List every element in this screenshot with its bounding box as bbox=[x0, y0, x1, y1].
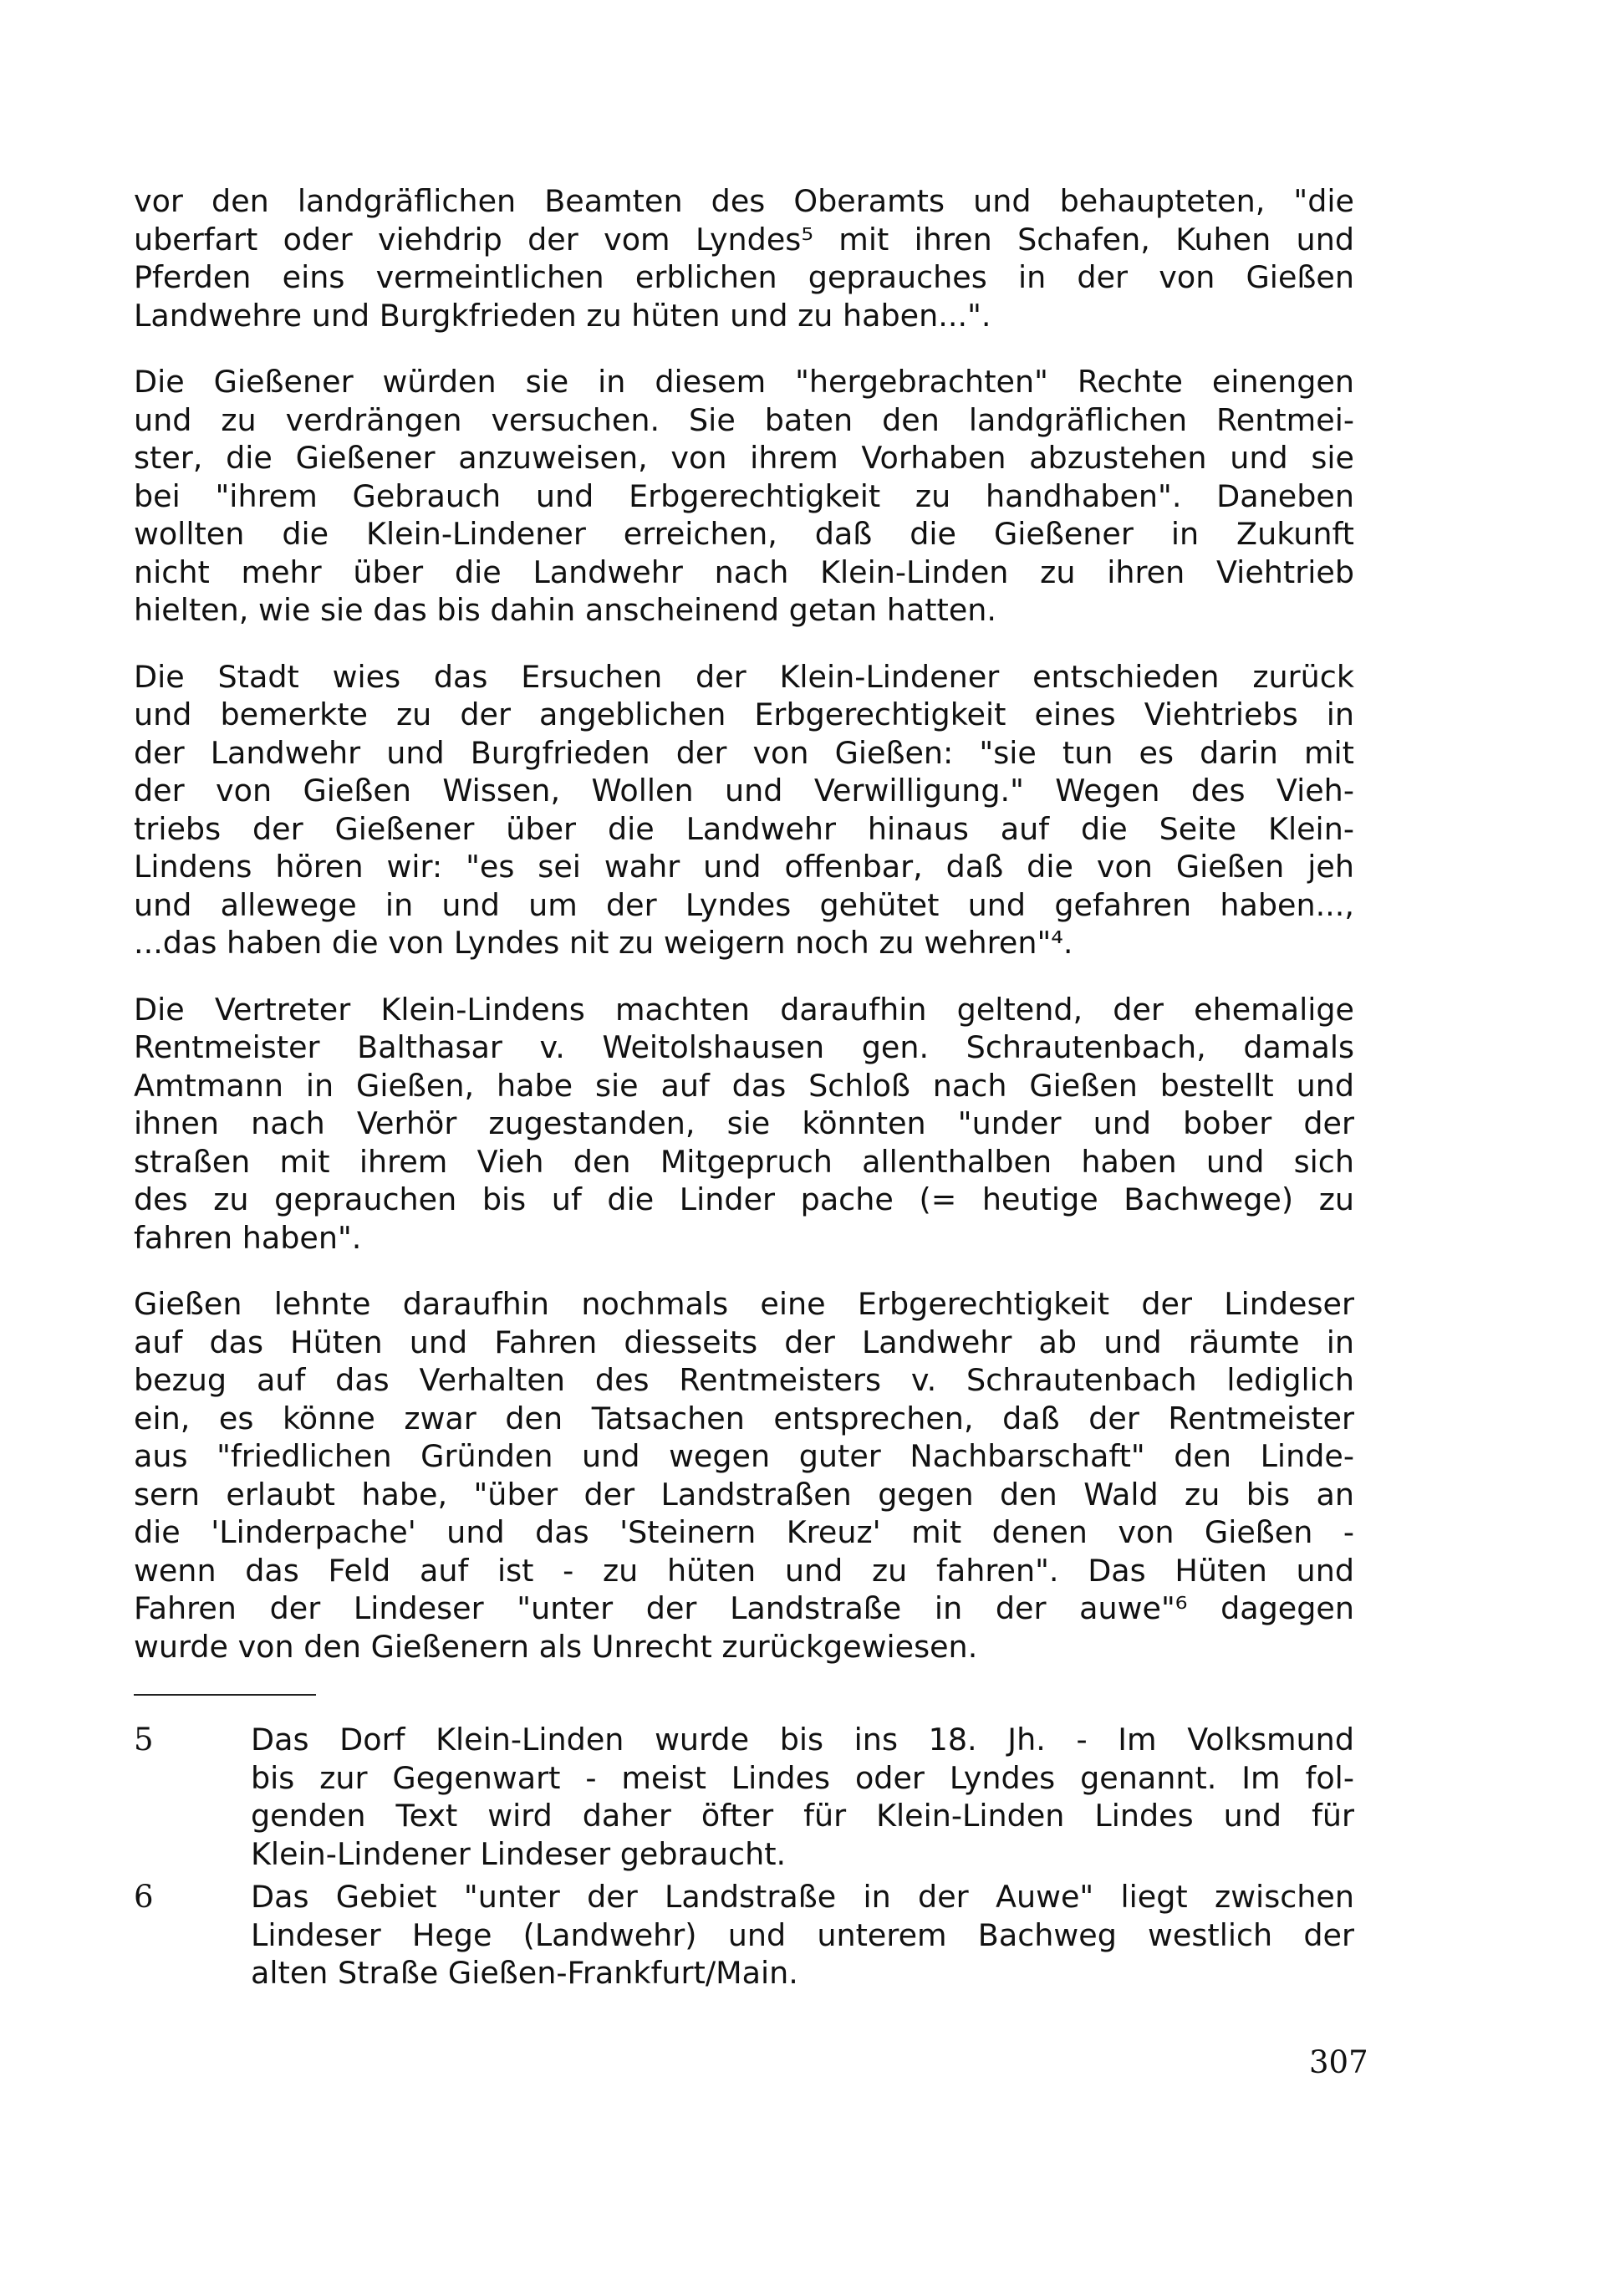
text-line: ihnen nach Verhör zugestanden, sie könnten "under und bober der bbox=[134, 1105, 1354, 1141]
text-line: Landwehre und Burgkfrieden zu hüten und zu haben...". bbox=[134, 297, 991, 334]
text-line: straßen mit ihrem Vieh den Mitgepruch allenthalben haben und sich bbox=[134, 1143, 1354, 1180]
text-line: wollten die Klein-Lindener erreichen, daß die Gießener in Zukunft bbox=[134, 516, 1354, 552]
text-line: ein, es könne zwar den Tatsachen entsprechen, daß der Rentmeister bbox=[134, 1400, 1354, 1436]
text-line: nicht mehr über die Landwehr nach Klein-Linden zu ihren Viehtrieb bbox=[134, 554, 1354, 590]
page-body bbox=[134, 182, 1354, 1998]
text-line: Klein-Lindener Lindeser gebraucht. bbox=[251, 1835, 787, 1872]
paragraph-2 bbox=[134, 363, 1354, 630]
text-line: bezug auf das Verhalten des Rentmeisters v. Schrautenbach lediglich bbox=[134, 1362, 1354, 1398]
paragraph-1 bbox=[134, 182, 1354, 334]
footnote-5 bbox=[134, 1721, 1354, 1873]
text-line: hielten, wie sie das bis dahin anscheinend getan hatten. bbox=[134, 592, 997, 628]
text-line: triebs der Gießener über die Landwehr hinaus auf die Seite Klein- bbox=[134, 810, 1354, 847]
text-line: Gießen lehnte daraufhin nochmals eine Erbgerechtigkeit der Lindeser bbox=[134, 1286, 1354, 1322]
text-line: uberfart oder viehdrip der vom Lyndes⁵ mit ihren Schafen, Kuhen und bbox=[134, 221, 1354, 258]
page-number: 307 bbox=[1309, 2044, 1368, 2080]
text-line: Die Stadt wies das Ersuchen der Klein-Lindener entschieden zurück bbox=[134, 658, 1354, 695]
text-line: vor den landgräflichen Beamten des Oberamts und behaupteten, "die bbox=[134, 183, 1354, 219]
text-line: genden Text wird daher öfter für Klein-Linden Lindes und für bbox=[251, 1798, 1354, 1834]
text-line: die 'Linderpache' und das 'Steinern Kreuz' mit denen von Gießen - bbox=[134, 1514, 1354, 1550]
text-line: Lindens hören wir: "es sei wahr und offenbar, daß die von Gießen jeh bbox=[134, 849, 1354, 885]
text-line: Das Gebiet "unter der Landstraße in der Auwe" liegt zwischen bbox=[251, 1879, 1354, 1915]
footnote-number: 5 bbox=[134, 1722, 154, 1758]
text-line: wurde von den Gießenern als Unrecht zurückgewiesen. bbox=[134, 1628, 978, 1665]
text-line: Amtmann in Gießen, habe sie auf das Schloß nach Gießen bestellt und bbox=[134, 1067, 1354, 1104]
text-line: Rentmeister Balthasar v. Weitolshausen gen. Schrautenbach, damals bbox=[134, 1029, 1354, 1065]
text-line: Lindeser Hege (Landwehr) und unterem Bachweg westlich der bbox=[251, 1916, 1354, 1953]
text-line: und bemerkte zu der angeblichen Erbgerechtigkeit eines Viehtriebs in bbox=[134, 696, 1354, 732]
paragraph-5 bbox=[134, 1285, 1354, 1666]
text-line: Die Vertreter Klein-Lindens machten daraufhin geltend, der ehemalige bbox=[134, 991, 1354, 1028]
text-line: sern erlaubt habe, "über der Landstraßen gegen den Wald zu bis an bbox=[134, 1476, 1354, 1513]
footnote-text bbox=[251, 1721, 1354, 1873]
text-line: bis zur Gegenwart - meist Lindes oder Lyndes genannt. Im fol- bbox=[251, 1759, 1354, 1796]
text-line: der Landwehr und Burgfrieden der von Gießen: "sie tun es darin mit bbox=[134, 734, 1354, 771]
text-line: Pferden eins vermeintlichen erblichen geprauches in der von Gießen bbox=[134, 259, 1354, 295]
text-line: aus "friedlichen Gründen und wegen guter Nachbarschaft" den Linde- bbox=[134, 1438, 1354, 1474]
text-line: wenn das Feld auf ist - zu hüten und zu fahren". Das Hüten und bbox=[134, 1552, 1354, 1589]
text-line: ster, die Gießener anzuweisen, von ihrem Vorhaben abzustehen und sie bbox=[134, 440, 1354, 476]
text-line: Die Gießener würden sie in diesem "hergebrachten" Rechte einengen bbox=[134, 364, 1354, 400]
footnote-text bbox=[251, 1878, 1354, 1992]
text-line: fahren haben". bbox=[134, 1219, 362, 1256]
text-line: bei "ihrem Gebrauch und Erbgerechtigkeit zu handhaben". Daneben bbox=[134, 477, 1354, 514]
paragraph-3 bbox=[134, 658, 1354, 962]
footnote-number: 6 bbox=[134, 1879, 154, 1915]
text-line: des zu geprauchen bis uf die Linder pache (= heutige Bachwege) zu bbox=[134, 1181, 1354, 1217]
text-line: auf das Hüten und Fahren diesseits der Landwehr ab und räumte in bbox=[134, 1324, 1354, 1360]
text-line: alten Straße Gießen-Frankfurt/Main. bbox=[251, 1955, 798, 1991]
footnote-separator bbox=[134, 1694, 316, 1696]
paragraph-4 bbox=[134, 991, 1354, 1258]
footnote-6 bbox=[134, 1878, 1354, 1992]
text-line: ...das haben die von Lyndes nit zu weigern noch zu wehren"⁴. bbox=[134, 925, 1073, 961]
text-line: Fahren der Lindeser "unter der Landstraße in der auwe"⁶ dagegen bbox=[134, 1590, 1354, 1626]
text-line: Das Dorf Klein-Linden wurde bis ins 18. Jh. - Im Volksmund bbox=[251, 1722, 1354, 1758]
text-line: der von Gießen Wissen, Wollen und Verwilligung." Wegen des Vieh- bbox=[134, 773, 1354, 809]
text-line: und zu verdrängen versuchen. Sie baten den landgräflichen Rentmei- bbox=[134, 401, 1354, 438]
text-line: und allewege in und um der Lyndes gehütet und gefahren haben..., bbox=[134, 886, 1354, 923]
